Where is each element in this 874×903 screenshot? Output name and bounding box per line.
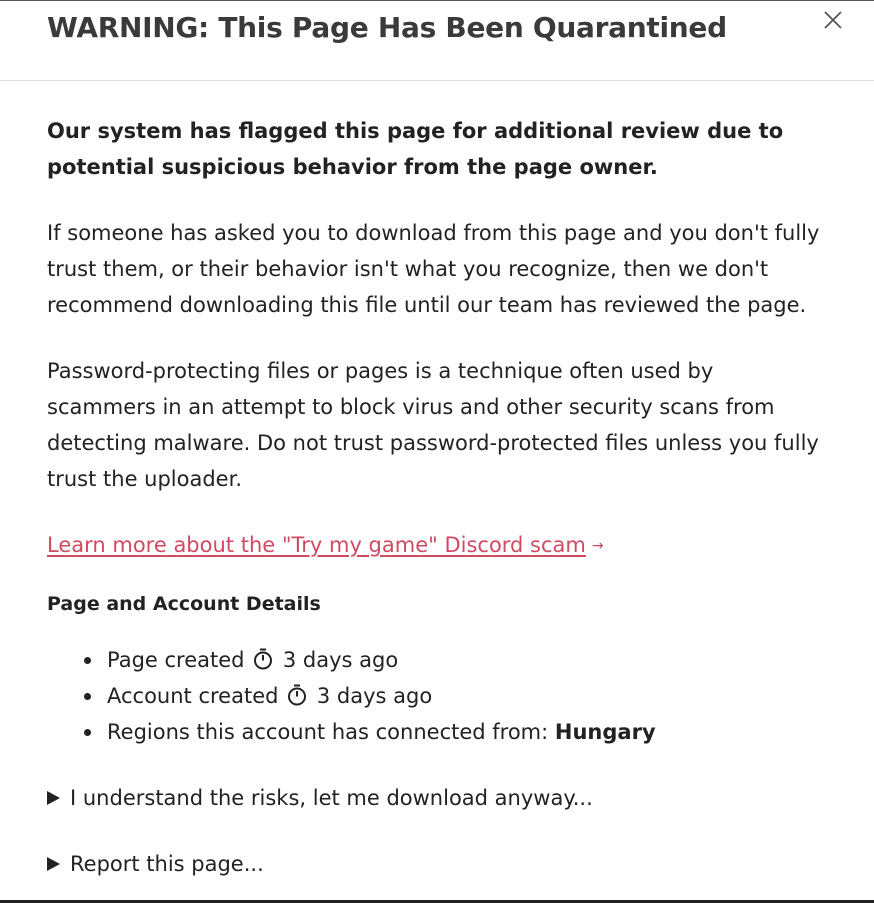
disclosure-triangle-icon — [47, 791, 60, 805]
stopwatch-icon — [253, 648, 273, 670]
account-created-label: Account created — [107, 684, 279, 708]
learn-more-row — [47, 527, 827, 564]
dialog-title: WARNING: This Page Has Been Quarantined — [47, 11, 727, 44]
details-heading: Page and Account Details — [47, 593, 321, 615]
dialog-body — [0, 81, 874, 882]
download-warning-text: If someone has asked you to download from this page and you don't fully trust them, or their behavior isn't what you recognize, then we don't recommend downloading this file until our team has reviewed the page. — [47, 221, 820, 317]
learn-more-link[interactable]: Learn more about the "Try my game" Discord scam — [47, 533, 586, 557]
regions-label: Regions this account has connected from: — [107, 720, 549, 744]
dialog-header — [0, 1, 874, 81]
report-page-label: Report this page... — [70, 852, 264, 876]
details-list — [47, 642, 827, 750]
disclosure-triangle-icon — [47, 857, 60, 871]
lead-text: Our system has flagged this page for additional review due to potential suspicious behavior from the page owner. — [47, 119, 784, 179]
page-created-label: Page created — [107, 648, 245, 672]
password-warning-text: Password-protecting files or pages is a technique often used by scammers in an attempt to block virus and other security scans from detecting malware. Do not trust password-protected files unless you fully trust the uploader. — [47, 359, 819, 491]
report-page-toggle[interactable] — [47, 846, 827, 882]
regions-item — [84, 714, 827, 750]
stopwatch-icon — [287, 684, 307, 706]
download-anyway-label: I understand the risks, let me download anyway... — [70, 786, 593, 810]
account-created-value: 3 days ago — [316, 684, 433, 708]
page-created-value: 3 days ago — [282, 648, 399, 672]
regions-value: Hungary — [554, 720, 656, 744]
download-anyway-toggle[interactable] — [47, 780, 827, 816]
close-icon — [822, 9, 844, 31]
arrow-right-icon: → — [591, 538, 604, 554]
account-created-item — [84, 678, 827, 714]
close-button[interactable] — [822, 9, 844, 31]
page-created-item — [84, 642, 827, 678]
